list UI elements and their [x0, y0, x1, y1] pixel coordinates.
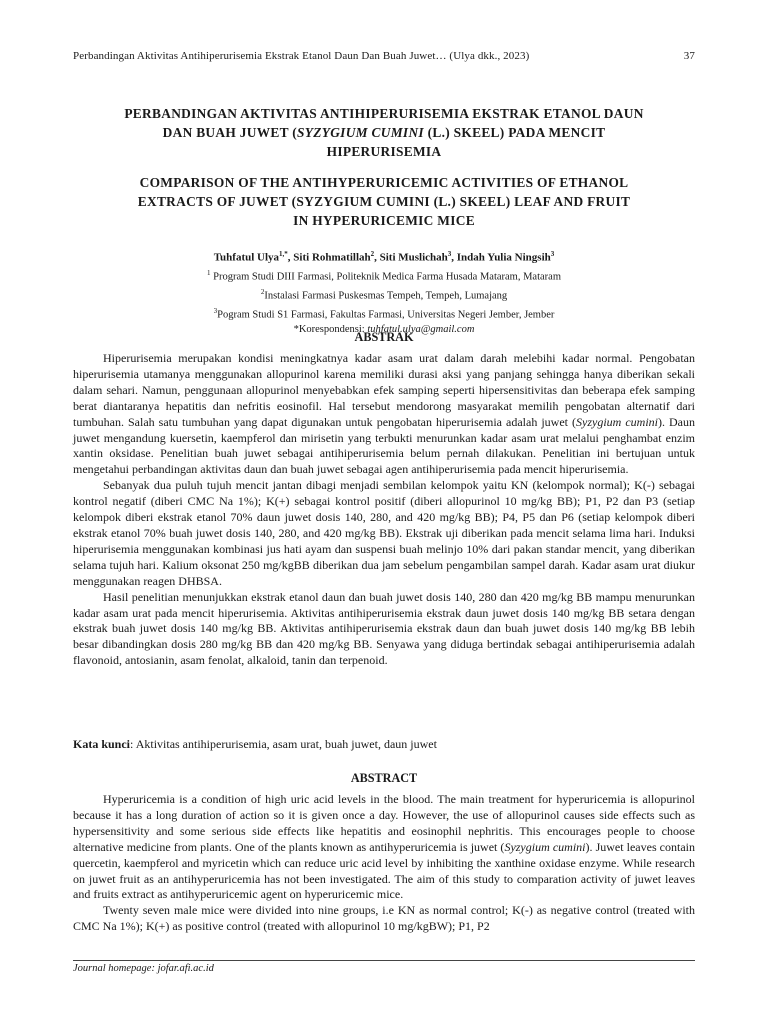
author-4: Indah Yulia Ningsih: [456, 251, 551, 264]
affiliation-3-text: Pogram Studi S1 Farmasi, Fakultas Farmasi, Universitas Negeri Jember, Jember: [217, 309, 555, 321]
abstract-p1-text-cont: ). Juwet leaves contain quercetin, kaempferol and myricetin which can reduce uric acid level by inhibiting the xanthine oxidase enzyme. While research on juwet fruit as an antihyperuricemia has not been investigated. The aim of this study to comparation activity of juwet leaves and fruits extract as antihyperuricemic agent on hyperuricemic mice.: [73, 839, 696, 902]
title-id-line-2-pre: DAN BUAH JUWET (: [162, 125, 298, 140]
keywords-line: [73, 737, 695, 752]
affiliation-2-num: 2: [260, 287, 265, 296]
title-block: [73, 104, 695, 337]
affiliation-1-text: Program Studi DIII Farmasi, Politeknik Medica Farma Husada Mataram, Mataram: [210, 271, 561, 283]
title-id-line-2-post: (L.) SKEEL) PADA MENCIT: [423, 125, 606, 140]
title-id-line-3: HIPERURISEMIA: [326, 144, 442, 159]
title-id-line-1: PERBANDINGAN AKTIVITAS ANTIHIPERURISEMIA EKSTRAK ETANOL DAUN: [124, 106, 644, 121]
title-en-line-2: EXTRACTS OF JUWET (SYZYGIUM CUMINI (L.) SKEEL) LEAF AND FRUIT: [137, 194, 631, 209]
author-3-sup: 3: [447, 250, 452, 258]
abstract-paragraph-1: [73, 792, 695, 903]
correspondence-email[interactable]: tuhfatul.ulya@gmail.com: [367, 323, 475, 335]
title-en-line-1: COMPARISON OF THE ANTIHYPERURICEMIC ACTIVITIES OF ETHANOL: [139, 175, 629, 190]
running-title: Perbandingan Aktivitas Antihiperurisemia Ekstrak Etanol Daun Dan Buah Juwet… (Ulya dkk., 2023): [73, 50, 530, 62]
page-number: 37: [683, 50, 695, 62]
abstrak-paragraph-1: [73, 351, 695, 478]
abstrak-paragraph-3: Hasil penelitian menunjukkan ekstrak etanol daun dan buah juwet dosis 140, 280 dan 420 mg/kg BB mampu menurunkan kadar asam urat pada mencit hiperurisemia. Aktivitas antihiperurisemia ekstrak daun juwet dosis 140 mg/kg BB setara dengan ekstrak buah juwet dosis 140 mg/kg BB. Aktivitas antihiperurisemia ekstrak daun dan buah juwet dosis 140 mg/kg BB lebih besar dibandingkan dosis 280 mg/kg BB dan 420 mg/kg BB. Senyawa yang diduga bertindak sebagai antihiperurisemia adalah flavonoid, antosianin, asam fenolat, alkaloid, tanin dan terpenoid.: [73, 589, 695, 668]
affiliation-1-num: 1: [207, 268, 211, 277]
abstrak-p1-species: Syzygium cumini: [576, 414, 658, 429]
abstrak-p1-text: Hiperurisemia merupakan kondisi meningkatnya kadar asam urat dalam darah melebihi kadar normal. Pengobatan hiperurisemia utamanya menggunakan allopurinol karena memiliki durasi aksi yang panjang sehingga hanya diberikan sekali dalam sehari. Namun, penggunaan allopurinol menyebabkan efek samping seperti hipersensitivitas dan beberapa efek samping berat diantaranya hepatitis dan nefritis eosinofil. Hal tersebut mendorong masyarakat memilih pengobatan alternatif dari tumbuhan. Salah satu tumbuhan yang dapat digunakan untuk pengobatan hiperurisemia adalah juwet (: [73, 351, 695, 429]
author-separator: ,: [287, 251, 294, 264]
affiliation-1: [73, 266, 695, 285]
abstrak-p1-text-cont: ). Daun juwet mengandung kuersetin, kaempferol dan mirisetin yang terbukti menurunkan kadar asam urat melalui penghambat enzim xantin oksidase. Penelitian buah juwet sebagai antihiperurisemia belum pernah dilakukan. Penelitian ini bertujuan untuk mengetahui perbandingan aktivitas daun dan buah juwet sebagai agen antihiperurisemia pada mencit hiperurisemia.: [73, 414, 695, 477]
author-2-sup: 2: [370, 250, 375, 258]
affiliation-3-num: 3: [213, 306, 218, 315]
affiliation-2-text: Instalasi Farmasi Puskesmas Tempeh, Tempeh, Lumajang: [264, 290, 508, 302]
keywords-label: Kata kunci: [73, 737, 131, 751]
abstract-p1-species: Syzygium cumini: [504, 839, 586, 854]
author-4-sup: 3: [550, 250, 555, 258]
abstract-p1-text: Hyperuricemia is a condition of high uric acid levels in the blood. The main treatment for hyperuricemia is allopurinol because it has a long duration of action so it is given once a day. However, the use of allopurinol causes side effects such as hypersensitivity and some serious side effects like hepatitis and eosinophil nephritis. This encourages people to choose alternative medicine from plants. One of the plants known as antihyperuricemia is juwet (: [73, 792, 695, 854]
author-2: Siti Rohmatillah: [293, 251, 371, 264]
author-3: Siti Muslichah: [379, 251, 448, 264]
abstract-paragraph-2: Twenty seven male mice were divided into nine groups, i.e KN as normal control; K(-) as negative control (treated with CMC Na 1%); K(+) as positive control (treated with allopurinol 10 mg/kgBW); P1, P2: [73, 903, 695, 934]
author-1-sup: 1,*: [279, 250, 288, 258]
title-id-species: SYZYGIUM CUMINI: [297, 125, 424, 140]
author-list: [73, 247, 695, 266]
author-1: Tuhfatul Ulya: [213, 251, 280, 264]
abstract-heading: ABSTRACT: [350, 771, 418, 785]
title-en-line-3: IN HYPERURICEMIC MICE: [293, 213, 475, 228]
journal-homepage[interactable]: Journal homepage: jofar.afi.ac.id: [73, 963, 214, 974]
abstrak-paragraph-2: Sebanyak dua puluh tujuh mencit jantan dibagi menjadi sembilan kelompok yaitu KN (kelompok normal); K(-) sebagai kontrol negatif (diberi CMC Na 1%); K(+) sebagai kontrol positif (diberi allopurinol 10 mg/kg BB); P1, P2 dan P3 (setiap kelompok diberi ekstrak etanol 70% daun juwet dosis 140, 280, and 420 mg/kg BB); P4, P5 dan P6 (setiap kelompok diberi ekstrak etanol 70% buah juwet dosis 140, 280, and 420 mg/kg BB). Ekstrak uji diberikan pada mencit selama lima hari. Induksi hiperurisemia menggunakan kombinasi jus hati ayam dan suspensi buah melinjo 10% dari pakan standar mencit, yang diberikan selama tujuh hari. Kalium oksonat 250 mg/kgBB diberikan dua jam sebelum pengambilan sampel darah. Kadar asam urat diukur menggunakan reagen DHBSA.: [73, 478, 695, 588]
affiliation-3: [73, 304, 695, 323]
affiliation-2: [73, 285, 695, 304]
author-separator: ,: [374, 251, 380, 264]
page-footer: [73, 960, 695, 974]
author-separator: ,: [451, 251, 457, 264]
abstrak-section: [73, 330, 695, 669]
keywords-text: : Aktivitas antihiperurisemia, asam urat, buah juwet, daun juwet: [130, 737, 437, 751]
correspondence-label: *Korespondensi:: [293, 323, 368, 335]
abstract-section: [73, 771, 695, 935]
title-english: [73, 173, 695, 230]
abstrak-heading: ABSTRAK: [354, 330, 414, 344]
running-header: [73, 50, 695, 62]
title-indonesian: [73, 104, 695, 161]
